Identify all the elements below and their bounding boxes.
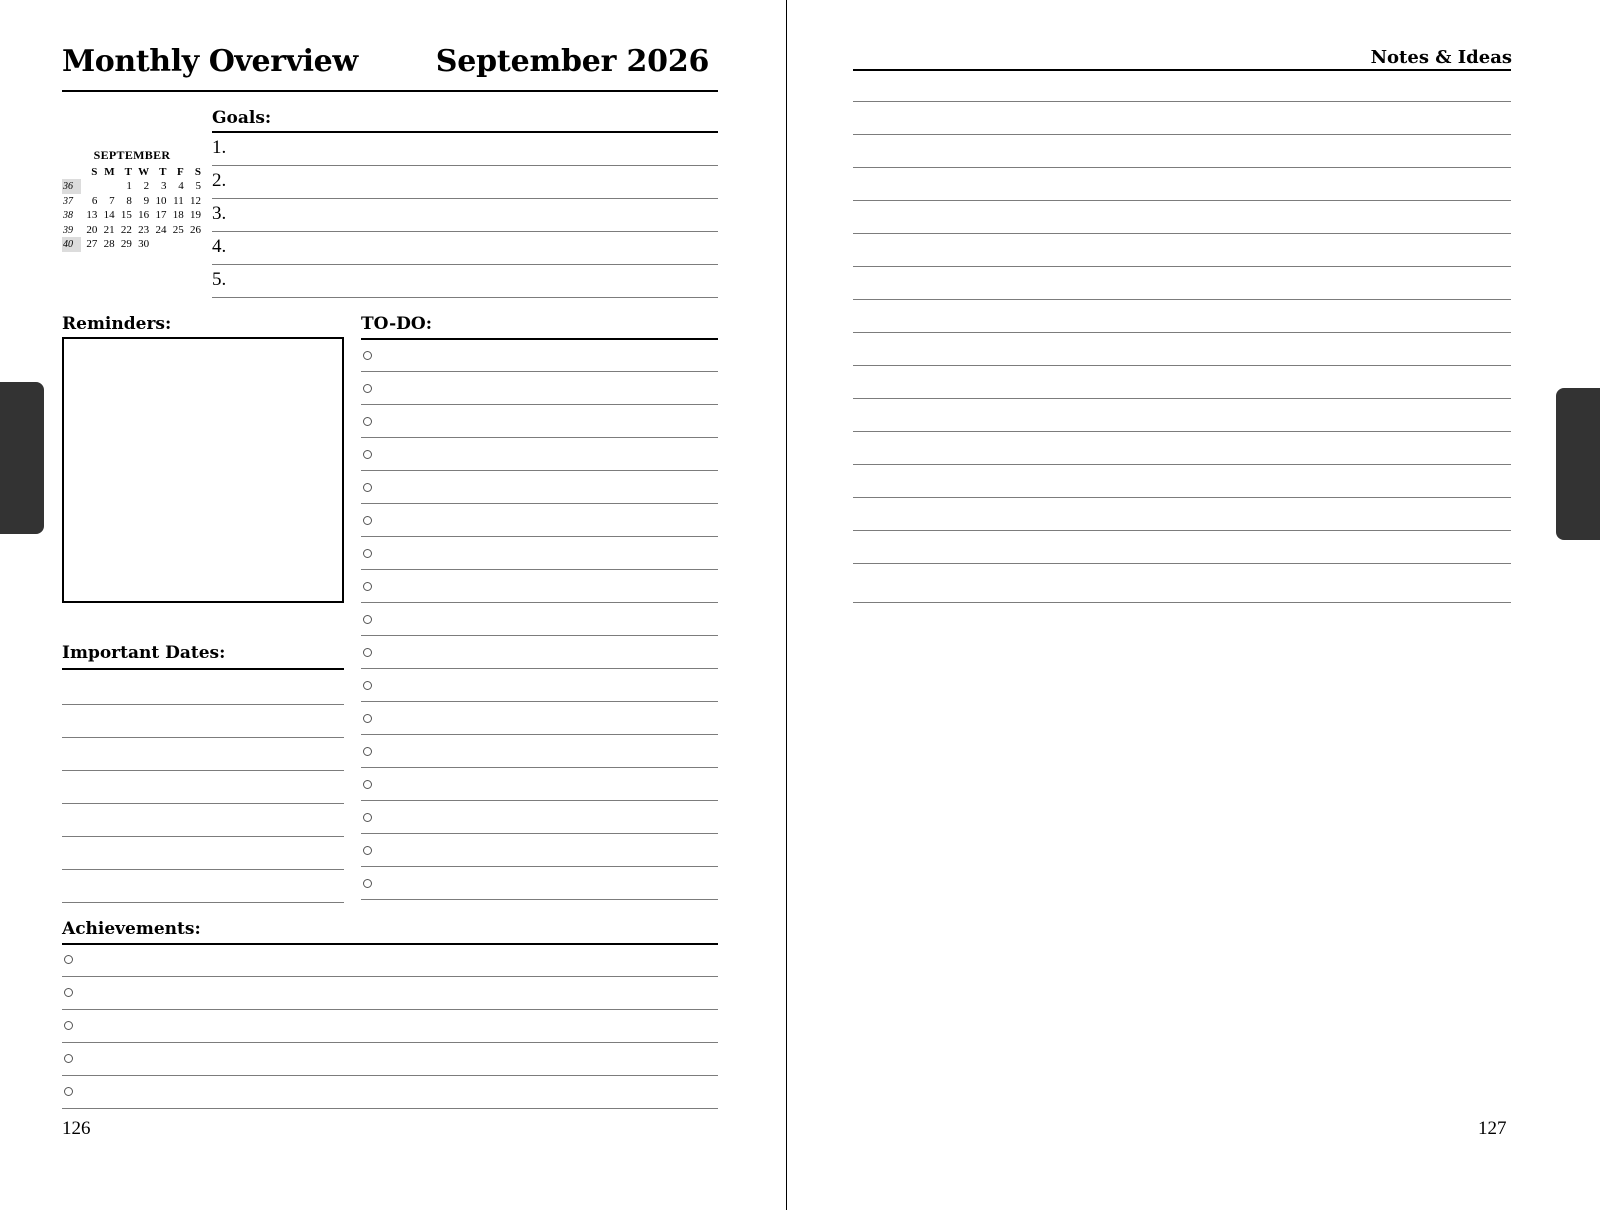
todo-line[interactable] — [361, 800, 718, 801]
mini-calendar-week-row — [62, 237, 202, 252]
page-title: Monthly Overview — [62, 44, 358, 79]
calendar-day: 8 — [126, 194, 132, 207]
header-divider — [62, 90, 718, 92]
achievement-line[interactable] — [62, 1075, 718, 1076]
achievement-checkbox[interactable] — [64, 988, 73, 997]
important-dates-divider — [62, 668, 344, 670]
todo-checkbox[interactable] — [363, 681, 372, 690]
notes-line[interactable] — [853, 200, 1511, 201]
notes-line[interactable] — [853, 602, 1511, 603]
mini-calendar-week-row — [62, 194, 202, 209]
calendar-day: 10 — [155, 194, 167, 207]
weekday-header: S — [194, 165, 201, 178]
week-number: 37 — [63, 195, 73, 207]
page-number-right: 127 — [1478, 1118, 1507, 1139]
notes-line[interactable] — [853, 101, 1511, 102]
weekday-header: T — [124, 165, 132, 178]
calendar-day — [81, 179, 98, 194]
todo-checkbox[interactable] — [363, 879, 372, 888]
week-number: 39 — [63, 224, 73, 236]
important-dates-line[interactable] — [62, 902, 344, 903]
todo-line[interactable] — [361, 569, 718, 570]
notes-line[interactable] — [853, 563, 1511, 564]
goal-line[interactable] — [212, 264, 718, 265]
achievement-line[interactable] — [62, 976, 718, 977]
achievement-line[interactable] — [62, 1108, 718, 1109]
calendar-day: 13 — [86, 209, 98, 222]
todo-checkbox[interactable] — [363, 483, 372, 492]
right-page — [787, 0, 1600, 1210]
calendar-day: 26 — [190, 223, 201, 236]
important-dates-heading: Important Dates: — [62, 643, 226, 663]
todo-line[interactable] — [361, 503, 718, 504]
goals-heading: Goals: — [212, 108, 272, 128]
todo-line[interactable] — [361, 833, 718, 834]
week-number-header — [62, 165, 81, 180]
calendar-day: 9 — [143, 194, 150, 207]
todo-line[interactable] — [361, 635, 718, 636]
calendar-day — [167, 237, 184, 252]
calendar-day: 1 — [126, 180, 132, 193]
calendar-day: 21 — [103, 223, 115, 236]
todo-line[interactable] — [361, 701, 718, 702]
calendar-day: 2 — [143, 180, 150, 193]
important-dates-line[interactable] — [62, 737, 344, 738]
calendar-day: 22 — [120, 223, 132, 236]
todo-line[interactable] — [361, 866, 718, 867]
todo-checkbox[interactable] — [363, 516, 372, 525]
goal-line[interactable] — [212, 297, 718, 298]
mini-calendar-week-row — [62, 179, 202, 194]
mini-calendar-table — [62, 165, 202, 252]
weekday-header: M — [104, 165, 115, 178]
notes-line[interactable] — [853, 431, 1511, 432]
achievement-line[interactable] — [62, 1042, 718, 1043]
calendar-day: 24 — [155, 223, 167, 236]
weekday-header: S — [91, 165, 98, 178]
goal-number: 2. — [212, 170, 227, 191]
todo-checkbox[interactable] — [363, 417, 372, 426]
todo-checkbox[interactable] — [363, 450, 372, 459]
reminders-box[interactable] — [62, 337, 344, 603]
notes-line[interactable] — [853, 398, 1511, 399]
calendar-day: 20 — [86, 223, 98, 236]
weekday-header: F — [176, 165, 184, 178]
calendar-day: 16 — [138, 209, 150, 222]
week-number: 36 — [62, 179, 81, 194]
calendar-day: 18 — [172, 209, 184, 222]
todo-checkbox[interactable] — [363, 549, 372, 558]
calendar-day: 14 — [103, 209, 115, 222]
page-tab-left[interactable] — [0, 382, 44, 534]
notes-line[interactable] — [853, 464, 1511, 465]
weekday-header: W — [138, 165, 150, 178]
notes-divider — [853, 69, 1511, 71]
page-tab-right[interactable] — [1556, 388, 1600, 540]
todo-line[interactable] — [361, 437, 718, 438]
notes-line[interactable] — [853, 299, 1511, 300]
important-dates-line[interactable] — [62, 869, 344, 870]
calendar-day: 11 — [173, 194, 184, 207]
important-dates-line[interactable] — [62, 836, 344, 837]
mini-calendar-title: SEPTEMBER — [93, 148, 171, 162]
todo-line[interactable] — [361, 404, 718, 405]
calendar-day: 15 — [120, 209, 132, 222]
achievement-checkbox[interactable] — [64, 1087, 73, 1096]
todo-line[interactable] — [361, 470, 718, 471]
calendar-day: 4 — [178, 180, 184, 193]
notes-line[interactable] — [853, 167, 1511, 168]
achievement-checkbox[interactable] — [64, 955, 73, 964]
goal-number: 5. — [212, 269, 227, 290]
mini-calendar — [62, 148, 202, 252]
todo-checkbox[interactable] — [363, 714, 372, 723]
page-number-left: 126 — [62, 1118, 91, 1139]
achievement-line[interactable] — [62, 1009, 718, 1010]
todo-line[interactable] — [361, 602, 718, 603]
week-number: 38 — [63, 210, 73, 222]
left-page — [0, 0, 786, 1210]
calendar-day: 30 — [138, 238, 150, 251]
important-dates-line[interactable] — [62, 770, 344, 771]
calendar-day: 12 — [190, 194, 201, 207]
goal-number: 4. — [212, 236, 227, 257]
mini-calendar-week-row — [62, 208, 202, 223]
weekday-header: T — [159, 165, 167, 178]
book-spine — [786, 0, 787, 1210]
calendar-day — [185, 237, 202, 252]
achievements-heading: Achievements: — [62, 919, 201, 939]
notes-line[interactable] — [853, 365, 1511, 366]
todo-line[interactable] — [361, 371, 718, 372]
calendar-day: 29 — [120, 238, 132, 251]
achievement-checkbox[interactable] — [64, 1021, 73, 1030]
reminders-heading: Reminders: — [62, 314, 172, 334]
notes-line[interactable] — [853, 266, 1511, 267]
mini-calendar-header-row — [62, 165, 202, 180]
notes-line[interactable] — [853, 332, 1511, 333]
page-header — [62, 44, 718, 79]
todo-checkbox[interactable] — [363, 780, 372, 789]
todo-checkbox[interactable] — [363, 384, 372, 393]
goal-line[interactable] — [212, 198, 718, 199]
notes-line[interactable] — [853, 497, 1511, 498]
notes-line[interactable] — [853, 233, 1511, 234]
todo-heading: TO-DO: — [361, 314, 432, 334]
todo-checkbox[interactable] — [363, 813, 372, 822]
achievements-divider — [62, 943, 718, 945]
calendar-day: 7 — [109, 194, 115, 207]
todo-checkbox[interactable] — [363, 648, 372, 657]
notes-line[interactable] — [853, 530, 1511, 531]
mini-calendar-week-row — [62, 223, 202, 238]
todo-line[interactable] — [361, 899, 718, 900]
todo-line[interactable] — [361, 536, 718, 537]
achievement-checkbox[interactable] — [64, 1054, 73, 1063]
calendar-day — [98, 179, 115, 194]
goal-number: 3. — [212, 203, 227, 224]
calendar-day: 27 — [86, 238, 98, 251]
notes-line[interactable] — [853, 134, 1511, 135]
calendar-day: 5 — [195, 180, 201, 193]
goal-line[interactable] — [212, 165, 718, 166]
calendar-day: 6 — [91, 194, 98, 207]
todo-checkbox[interactable] — [363, 582, 372, 591]
goals-divider — [212, 131, 718, 133]
calendar-day: 28 — [103, 238, 115, 251]
todo-checkbox[interactable] — [363, 351, 372, 360]
week-number: 40 — [62, 237, 81, 252]
important-dates-line[interactable] — [62, 704, 344, 705]
todo-checkbox[interactable] — [363, 846, 372, 855]
important-dates-line[interactable] — [62, 803, 344, 804]
todo-checkbox[interactable] — [363, 615, 372, 624]
calendar-day: 17 — [155, 209, 167, 222]
todo-divider — [361, 338, 718, 340]
goal-line[interactable] — [212, 231, 718, 232]
todo-line[interactable] — [361, 668, 718, 669]
notes-title: Notes & Ideas — [1370, 47, 1512, 68]
todo-checkbox[interactable] — [363, 747, 372, 756]
calendar-day — [150, 237, 167, 252]
calendar-day: 19 — [190, 209, 201, 222]
todo-line[interactable] — [361, 767, 718, 768]
todo-line[interactable] — [361, 734, 718, 735]
calendar-day: 3 — [160, 180, 167, 193]
month-year-label: September 2026 — [435, 44, 710, 79]
goal-number: 1. — [212, 137, 227, 158]
calendar-day: 25 — [172, 223, 184, 236]
calendar-day: 23 — [138, 223, 150, 236]
